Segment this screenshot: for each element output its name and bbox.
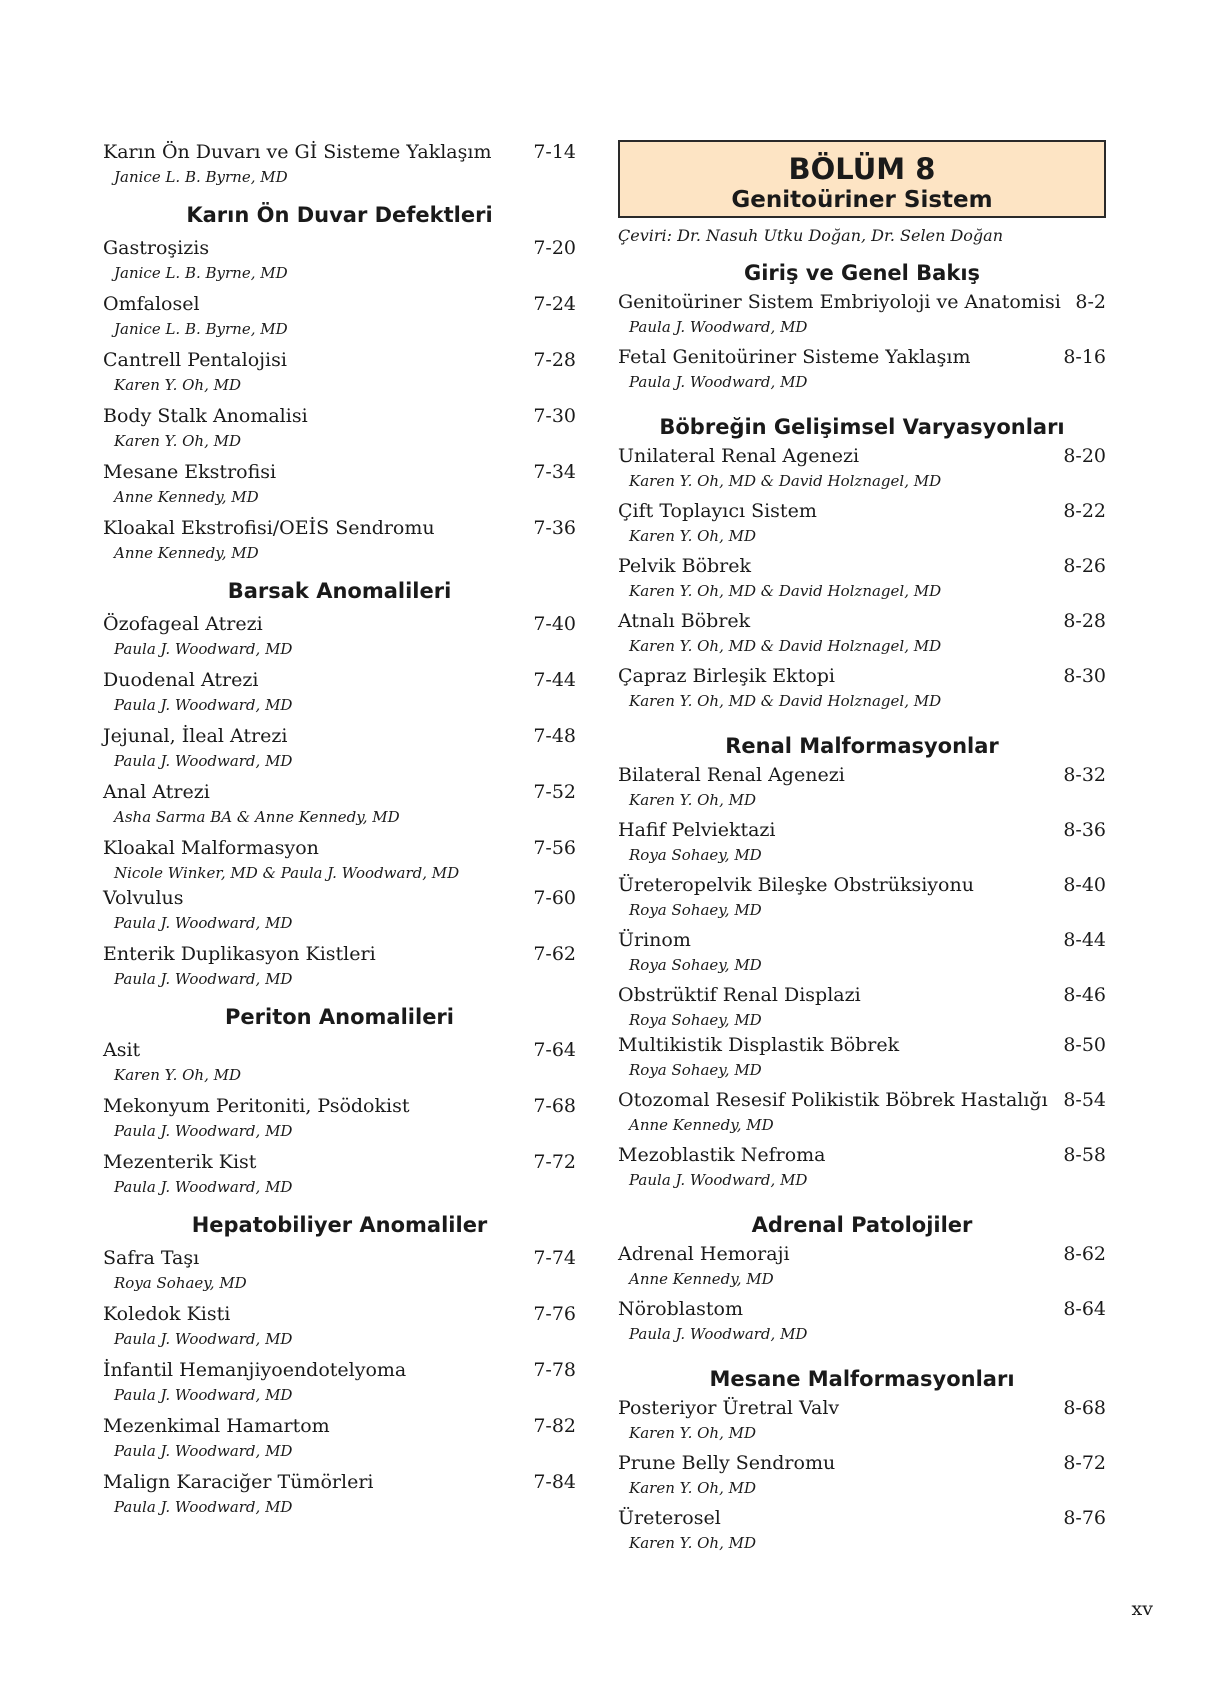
entry-title[interactable]: Kloakal Malformasyon bbox=[103, 837, 319, 859]
entry-author: Karen Y. Oh, MD bbox=[629, 791, 757, 809]
entry-title[interactable]: Safra Taşı bbox=[103, 1247, 200, 1269]
entry-title[interactable]: Mezenkimal Hamartom bbox=[103, 1415, 330, 1437]
entry-title[interactable]: Bilateral Renal Agenezi bbox=[618, 764, 845, 786]
toc-entry[interactable] bbox=[618, 1396, 1106, 1451]
toc-entry[interactable] bbox=[103, 236, 576, 292]
entry-title[interactable]: Mesane Ekstrofisi bbox=[103, 461, 277, 483]
toc-entry[interactable] bbox=[618, 499, 1106, 554]
section-heading: Mesane Malformasyonları bbox=[709, 1367, 1015, 1391]
entry-title[interactable]: İnfantil Hemanjiyoendotelyoma bbox=[103, 1359, 407, 1381]
entry-author: Paula J. Woodward, MD bbox=[629, 318, 808, 336]
entry-title[interactable]: Adrenal Hemoraji bbox=[618, 1243, 790, 1265]
entry-page-number: 7-34 bbox=[533, 461, 576, 483]
entry-page-number: 8-16 bbox=[1063, 346, 1106, 368]
entry-author: Roya Sohaey, MD bbox=[629, 901, 762, 919]
entry-title[interactable]: Genitoüriner Sistem Embriyoloji ve Anatomisi bbox=[618, 291, 1061, 313]
toc-entry[interactable] bbox=[103, 612, 576, 668]
entry-author: Paula J. Woodward, MD bbox=[629, 1325, 808, 1343]
section-heading: Periton Anomalileri bbox=[225, 1005, 454, 1029]
toc-entry[interactable] bbox=[103, 942, 576, 998]
page-number: xv bbox=[1131, 1598, 1153, 1620]
entry-author: Roya Sohaey, MD bbox=[114, 1274, 247, 1292]
toc-entry[interactable] bbox=[618, 763, 1106, 818]
entry-author: Paula J. Woodward, MD bbox=[114, 1442, 293, 1460]
entry-title[interactable]: Volvulus bbox=[103, 887, 184, 909]
chapter-title: Genitoüriner Sistem bbox=[731, 187, 993, 213]
entry-page-number: 8-20 bbox=[1063, 445, 1106, 467]
toc-entry[interactable] bbox=[618, 290, 1106, 345]
entry-author: Paula J. Woodward, MD bbox=[629, 1171, 808, 1189]
toc-entry[interactable] bbox=[618, 1506, 1106, 1561]
entry-title[interactable]: Gastroşizis bbox=[103, 237, 210, 259]
toc-entry[interactable] bbox=[103, 1358, 576, 1414]
entry-title[interactable]: Unilateral Renal Agenezi bbox=[618, 445, 860, 467]
toc-entry[interactable] bbox=[618, 1143, 1106, 1198]
chapter-translators: Çeviri: Dr. Nasuh Utku Doğan, Dr. Selen Doğan bbox=[618, 226, 1004, 245]
entry-page-number: 8-68 bbox=[1063, 1397, 1106, 1419]
entry-title[interactable]: Jejunal, İleal Atrezi bbox=[103, 725, 288, 747]
entry-title[interactable]: Çift Toplayıcı Sistem bbox=[618, 500, 817, 522]
entry-title[interactable]: Omfalosel bbox=[103, 293, 200, 315]
section-heading: Barsak Anomalileri bbox=[227, 579, 452, 603]
entry-author: Paula J. Woodward, MD bbox=[114, 914, 293, 932]
entry-page-number: 8-36 bbox=[1063, 819, 1106, 841]
entry-author: Paula J. Woodward, MD bbox=[114, 1330, 293, 1348]
entry-author: Roya Sohaey, MD bbox=[629, 956, 762, 974]
entry-page-number: 7-40 bbox=[533, 613, 576, 635]
entry-title[interactable]: Otozomal Resesif Polikistik Böbrek Hastalığı bbox=[618, 1089, 1048, 1111]
entry-page-number: 8-46 bbox=[1063, 984, 1106, 1006]
toc-entry[interactable] bbox=[618, 1033, 1106, 1088]
entry-page-number: 8-30 bbox=[1063, 665, 1106, 687]
toc-entry[interactable] bbox=[103, 516, 576, 572]
entry-author: Paula J. Woodward, MD bbox=[114, 1498, 293, 1516]
toc-entry[interactable] bbox=[618, 873, 1106, 928]
entry-author: Roya Sohaey, MD bbox=[629, 846, 762, 864]
entry-author: Janice L. B. Byrne, MD bbox=[114, 264, 288, 282]
entry-title[interactable]: Duodenal Atrezi bbox=[103, 669, 259, 691]
entry-page-number: 8-62 bbox=[1063, 1243, 1106, 1265]
section-heading: Giriş ve Genel Bakış bbox=[743, 261, 981, 285]
entry-title[interactable]: Body Stalk Anomalisi bbox=[103, 405, 308, 427]
entry-page-number: 8-50 bbox=[1063, 1034, 1106, 1056]
entry-page-number: 7-24 bbox=[533, 293, 576, 315]
entry-page-number: 7-36 bbox=[533, 517, 576, 539]
toc-entry[interactable] bbox=[103, 1302, 576, 1358]
entry-author: Janice L. B. Byrne, MD bbox=[114, 168, 288, 186]
chapter-box bbox=[618, 140, 1106, 218]
chapter-number: BÖLÜM 8 bbox=[788, 152, 936, 186]
toc-entry[interactable] bbox=[103, 1470, 576, 1526]
entry-page-number: 8-22 bbox=[1063, 500, 1106, 522]
entry-page-number: 8-76 bbox=[1063, 1507, 1106, 1529]
entry-author: Paula J. Woodward, MD bbox=[114, 970, 293, 988]
entry-title[interactable]: Prune Belly Sendromu bbox=[618, 1452, 836, 1474]
toc-entry[interactable] bbox=[103, 1150, 576, 1206]
section-heading: Hepatobiliyer Anomaliler bbox=[191, 1213, 488, 1237]
entry-author: Karen Y. Oh, MD & David Holznagel, MD bbox=[629, 692, 942, 710]
toc-column-right bbox=[618, 140, 1106, 1561]
entry-title[interactable]: Üreterosel bbox=[618, 1507, 721, 1529]
toc-entry[interactable] bbox=[618, 609, 1106, 664]
entry-author: Roya Sohaey, MD bbox=[629, 1061, 762, 1079]
entry-author: Paula J. Woodward, MD bbox=[114, 1178, 293, 1196]
entry-title[interactable]: Mekonyum Peritoniti, Psödokist bbox=[103, 1095, 410, 1117]
entry-page-number: 7-60 bbox=[533, 887, 576, 909]
entry-title[interactable]: Anal Atrezi bbox=[103, 781, 210, 803]
entry-page-number: 7-28 bbox=[533, 349, 576, 371]
section-heading: Karın Ön Duvar Defektleri bbox=[186, 203, 493, 227]
toc-entry[interactable] bbox=[103, 780, 576, 836]
entry-title[interactable]: Pelvik Böbrek bbox=[618, 555, 752, 577]
toc-entry[interactable] bbox=[618, 1297, 1106, 1352]
entry-title[interactable]: Koledok Kisti bbox=[103, 1303, 231, 1325]
entry-page-number: 7-76 bbox=[533, 1303, 576, 1325]
toc-entry[interactable] bbox=[618, 1451, 1106, 1506]
entry-page-number: 7-20 bbox=[533, 237, 576, 259]
toc-entry[interactable] bbox=[103, 460, 576, 516]
entry-author: Anne Kennedy, MD bbox=[114, 544, 259, 562]
entry-author: Karen Y. Oh, MD & David Holznagel, MD bbox=[629, 582, 942, 600]
entry-page-number: 8-58 bbox=[1063, 1144, 1106, 1166]
entry-title[interactable]: Obstrüktif Renal Displazi bbox=[618, 984, 861, 1006]
toc-entry[interactable] bbox=[618, 928, 1106, 983]
entry-author: Karen Y. Oh, MD bbox=[114, 376, 242, 394]
entry-title[interactable]: Karın Ön Duvarı ve Gİ Sisteme Yaklaşım bbox=[103, 141, 492, 163]
entry-author: Asha Sarma BA & Anne Kennedy, MD bbox=[114, 808, 400, 826]
toc-entry[interactable] bbox=[103, 1094, 576, 1150]
entry-author: Paula J. Woodward, MD bbox=[114, 696, 293, 714]
toc-entry[interactable] bbox=[103, 886, 576, 942]
entry-page-number: 8-44 bbox=[1063, 929, 1106, 951]
entry-page-number: 7-82 bbox=[533, 1415, 576, 1437]
entry-author: Karen Y. Oh, MD bbox=[629, 1534, 757, 1552]
entry-page-number: 8-28 bbox=[1063, 610, 1106, 632]
section-heading: Böbreğin Gelişimsel Varyasyonları bbox=[659, 415, 1065, 439]
entry-page-number: 7-64 bbox=[533, 1039, 576, 1061]
toc-entry[interactable] bbox=[618, 554, 1106, 609]
toc-entry[interactable] bbox=[618, 983, 1106, 1033]
toc-entry[interactable] bbox=[103, 836, 576, 886]
toc-entry[interactable] bbox=[103, 1038, 576, 1094]
toc-entry[interactable] bbox=[103, 1246, 576, 1302]
toc-entry[interactable] bbox=[618, 1088, 1106, 1143]
entry-title[interactable]: Ürinom bbox=[618, 929, 691, 951]
entry-page-number: 8-54 bbox=[1063, 1089, 1106, 1111]
entry-page-number: 7-68 bbox=[533, 1095, 576, 1117]
entry-page-number: 7-56 bbox=[533, 837, 576, 859]
entry-title[interactable]: Özofageal Atrezi bbox=[103, 613, 263, 635]
toc-entry[interactable] bbox=[103, 404, 576, 460]
entry-title[interactable]: Atnalı Böbrek bbox=[618, 610, 751, 632]
entry-page-number: 7-78 bbox=[533, 1359, 576, 1381]
toc-column-left bbox=[103, 140, 576, 1526]
entry-page-number: 7-74 bbox=[533, 1247, 576, 1269]
right-sections bbox=[618, 259, 1106, 1561]
entry-page-number: 7-48 bbox=[533, 725, 576, 747]
entry-page-number: 7-30 bbox=[533, 405, 576, 427]
entry-author: Paula J. Woodward, MD bbox=[629, 373, 808, 391]
entry-author: Anne Kennedy, MD bbox=[629, 1116, 774, 1134]
entry-title[interactable]: Fetal Genitoüriner Sisteme Yaklaşım bbox=[618, 346, 971, 368]
entry-page-number: 8-32 bbox=[1063, 764, 1106, 786]
entry-title[interactable]: Asit bbox=[103, 1039, 141, 1061]
entry-title[interactable]: Multikistik Displastik Böbrek bbox=[618, 1034, 900, 1056]
entry-author: Janice L. B. Byrne, MD bbox=[114, 320, 288, 338]
entry-page-number: 7-84 bbox=[533, 1471, 576, 1493]
entry-author: Karen Y. Oh, MD bbox=[629, 1424, 757, 1442]
entry-page-number: 7-62 bbox=[533, 943, 576, 965]
toc-entry[interactable] bbox=[103, 348, 576, 404]
toc-entry[interactable] bbox=[618, 444, 1106, 499]
entry-page-number: 8-40 bbox=[1063, 874, 1106, 896]
section-heading: Renal Malformasyonlar bbox=[725, 734, 999, 758]
entry-page-number: 7-14 bbox=[533, 141, 576, 163]
entry-title[interactable]: Hafif Pelviektazi bbox=[618, 819, 776, 841]
entry-page-number: 7-52 bbox=[533, 781, 576, 803]
entry-author: Karen Y. Oh, MD & David Holznagel, MD bbox=[629, 637, 942, 655]
toc-entry[interactable] bbox=[618, 345, 1106, 400]
entry-page-number: 7-44 bbox=[533, 669, 576, 691]
entry-page-number: 8-72 bbox=[1063, 1452, 1106, 1474]
entry-author: Nicole Winker, MD & Paula J. Woodward, MD bbox=[114, 864, 460, 882]
entry-title[interactable]: Enterik Duplikasyon Kistleri bbox=[103, 943, 376, 965]
entry-author: Roya Sohaey, MD bbox=[629, 1011, 762, 1029]
entry-author: Karen Y. Oh, MD bbox=[629, 1479, 757, 1497]
section-heading: Adrenal Patolojiler bbox=[751, 1213, 973, 1237]
toc-entry[interactable] bbox=[103, 1414, 576, 1470]
entry-author: Karen Y. Oh, MD bbox=[114, 1066, 242, 1084]
toc-entry[interactable] bbox=[618, 664, 1106, 719]
entry-title[interactable]: Mezenterik Kist bbox=[103, 1151, 257, 1173]
entry-author: Anne Kennedy, MD bbox=[114, 488, 259, 506]
entry-title[interactable]: Nöroblastom bbox=[618, 1298, 743, 1320]
entry-page-number: 8-64 bbox=[1063, 1298, 1106, 1320]
entry-title[interactable]: Posteriyor Üretral Valv bbox=[618, 1397, 840, 1419]
entry-author: Paula J. Woodward, MD bbox=[114, 640, 293, 658]
entry-page-number: 8-2 bbox=[1075, 291, 1106, 313]
toc-entry[interactable] bbox=[103, 724, 576, 780]
toc-entry[interactable] bbox=[103, 668, 576, 724]
toc-entry[interactable] bbox=[103, 140, 576, 196]
entry-page-number: 8-26 bbox=[1063, 555, 1106, 577]
toc-entry[interactable] bbox=[618, 818, 1106, 873]
toc-entry[interactable] bbox=[103, 292, 576, 348]
entry-title[interactable]: Cantrell Pentalojisi bbox=[103, 349, 287, 371]
entry-author: Paula J. Woodward, MD bbox=[114, 1386, 293, 1404]
entry-title[interactable]: Üreteropelvik Bileşke Obstrüksiyonu bbox=[618, 874, 974, 896]
toc-entry[interactable] bbox=[618, 1242, 1106, 1297]
entry-author: Karen Y. Oh, MD bbox=[114, 432, 242, 450]
entry-author: Karen Y. Oh, MD bbox=[629, 527, 757, 545]
entry-page-number: 7-72 bbox=[533, 1151, 576, 1173]
entry-author: Anne Kennedy, MD bbox=[629, 1270, 774, 1288]
entry-title[interactable]: Kloakal Ekstrofisi/OEİS Sendromu bbox=[103, 517, 435, 539]
entry-title[interactable]: Çapraz Birleşik Ektopi bbox=[618, 665, 836, 687]
entry-title[interactable]: Mezoblastik Nefroma bbox=[618, 1144, 826, 1166]
entry-author: Karen Y. Oh, MD & David Holznagel, MD bbox=[629, 472, 942, 490]
entry-author: Paula J. Woodward, MD bbox=[114, 752, 293, 770]
entry-author: Paula J. Woodward, MD bbox=[114, 1122, 293, 1140]
entry-title[interactable]: Malign Karaciğer Tümörleri bbox=[103, 1471, 374, 1493]
